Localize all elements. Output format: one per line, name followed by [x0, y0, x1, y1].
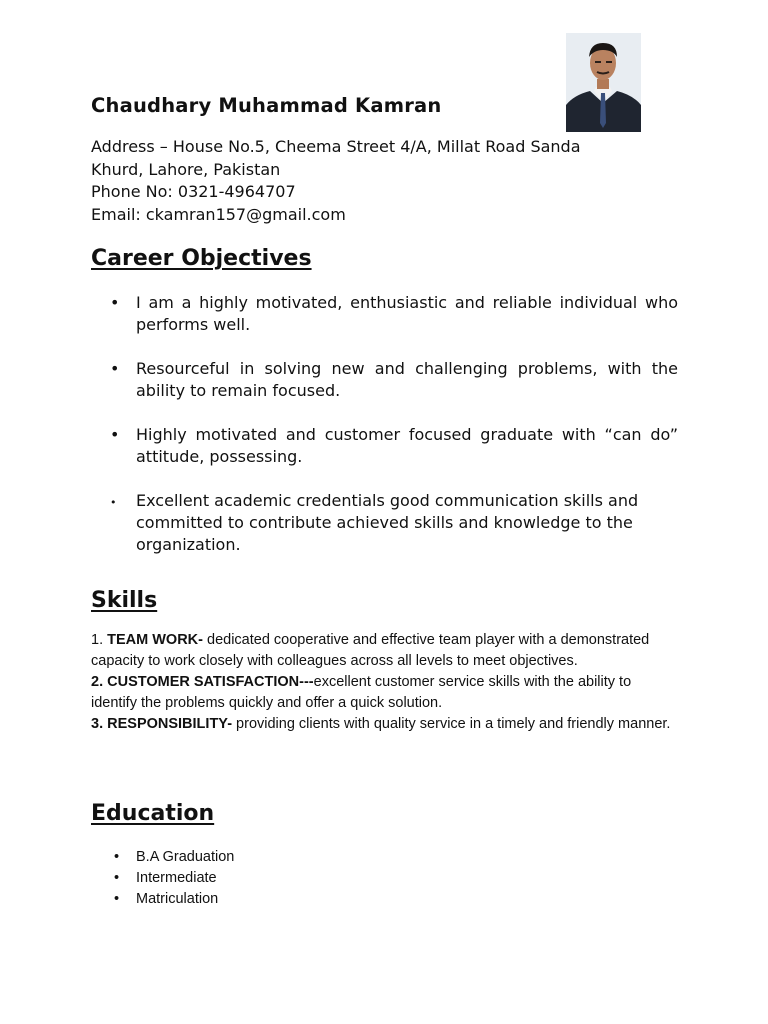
- education-heading: Education: [91, 801, 215, 826]
- profile-photo: [566, 33, 641, 132]
- bullet-icon: •: [110, 425, 120, 444]
- education-item: • B.A Graduation: [114, 847, 234, 868]
- address-line-1: Address – House No.5, Cheema Street 4/A, Millat Road Sanda: [91, 137, 581, 156]
- education-item: • Matriculation: [114, 889, 234, 910]
- bullet-icon: •: [110, 359, 120, 378]
- skill-title: RESPONSIBILITY: [107, 716, 228, 732]
- bullet-icon: •: [110, 496, 117, 509]
- education-list: [114, 847, 234, 910]
- bullet-icon: •: [114, 891, 120, 907]
- skill-item: 3. RESPONSIBILITY- providing clients with quality service in a timely and friendly manner.: [91, 716, 671, 732]
- bullet-icon: •: [114, 870, 120, 886]
- contact-details: [91, 136, 581, 226]
- skill-item: 2. CUSTOMER SATISFACTION---excellent customer service skills with the ability to identify the problems quickly and offer a quick solution.: [91, 674, 632, 711]
- skill-title: TEAM WORK: [107, 632, 199, 648]
- education-item: • Intermediate: [114, 868, 234, 889]
- skill-item: 1. TEAM WORK- dedicated cooperative and effective team player with a demonstrated capacity to work closely with colleagues across all levels to meet objectives.: [91, 632, 650, 669]
- career-objectives-list: [110, 292, 678, 556]
- objective-item: • Highly motivated and customer focused graduate with “can do” attitude, possessing.: [110, 425, 678, 466]
- address-line-2: Khurd, Lahore, Pakistan: [91, 159, 281, 179]
- objective-item: • Excellent academic credentials good communication skills and committed to contribute achieved skills and knowledge to the organization.: [110, 491, 639, 554]
- bullet-icon: •: [114, 849, 120, 865]
- bullet-icon: •: [110, 293, 120, 312]
- career-objectives-heading: Career Objectives: [91, 246, 312, 271]
- skill-title: CUSTOMER SATISFACTION: [107, 674, 300, 690]
- email-address: Email: ckamran157@gmail.com: [91, 204, 346, 224]
- objective-item: • Resourceful in solving new and challenging problems, with the ability to remain focused.: [110, 359, 678, 400]
- portrait-image: [566, 33, 641, 132]
- skills-list: [91, 630, 681, 735]
- phone-number: Phone No: 0321-4964707: [91, 182, 296, 201]
- skills-heading: Skills: [91, 588, 158, 613]
- candidate-name: Chaudhary Muhammad Kamran: [91, 94, 442, 117]
- objective-item: • I am a highly motivated, enthusiastic and reliable individual who performs well.: [110, 293, 678, 334]
